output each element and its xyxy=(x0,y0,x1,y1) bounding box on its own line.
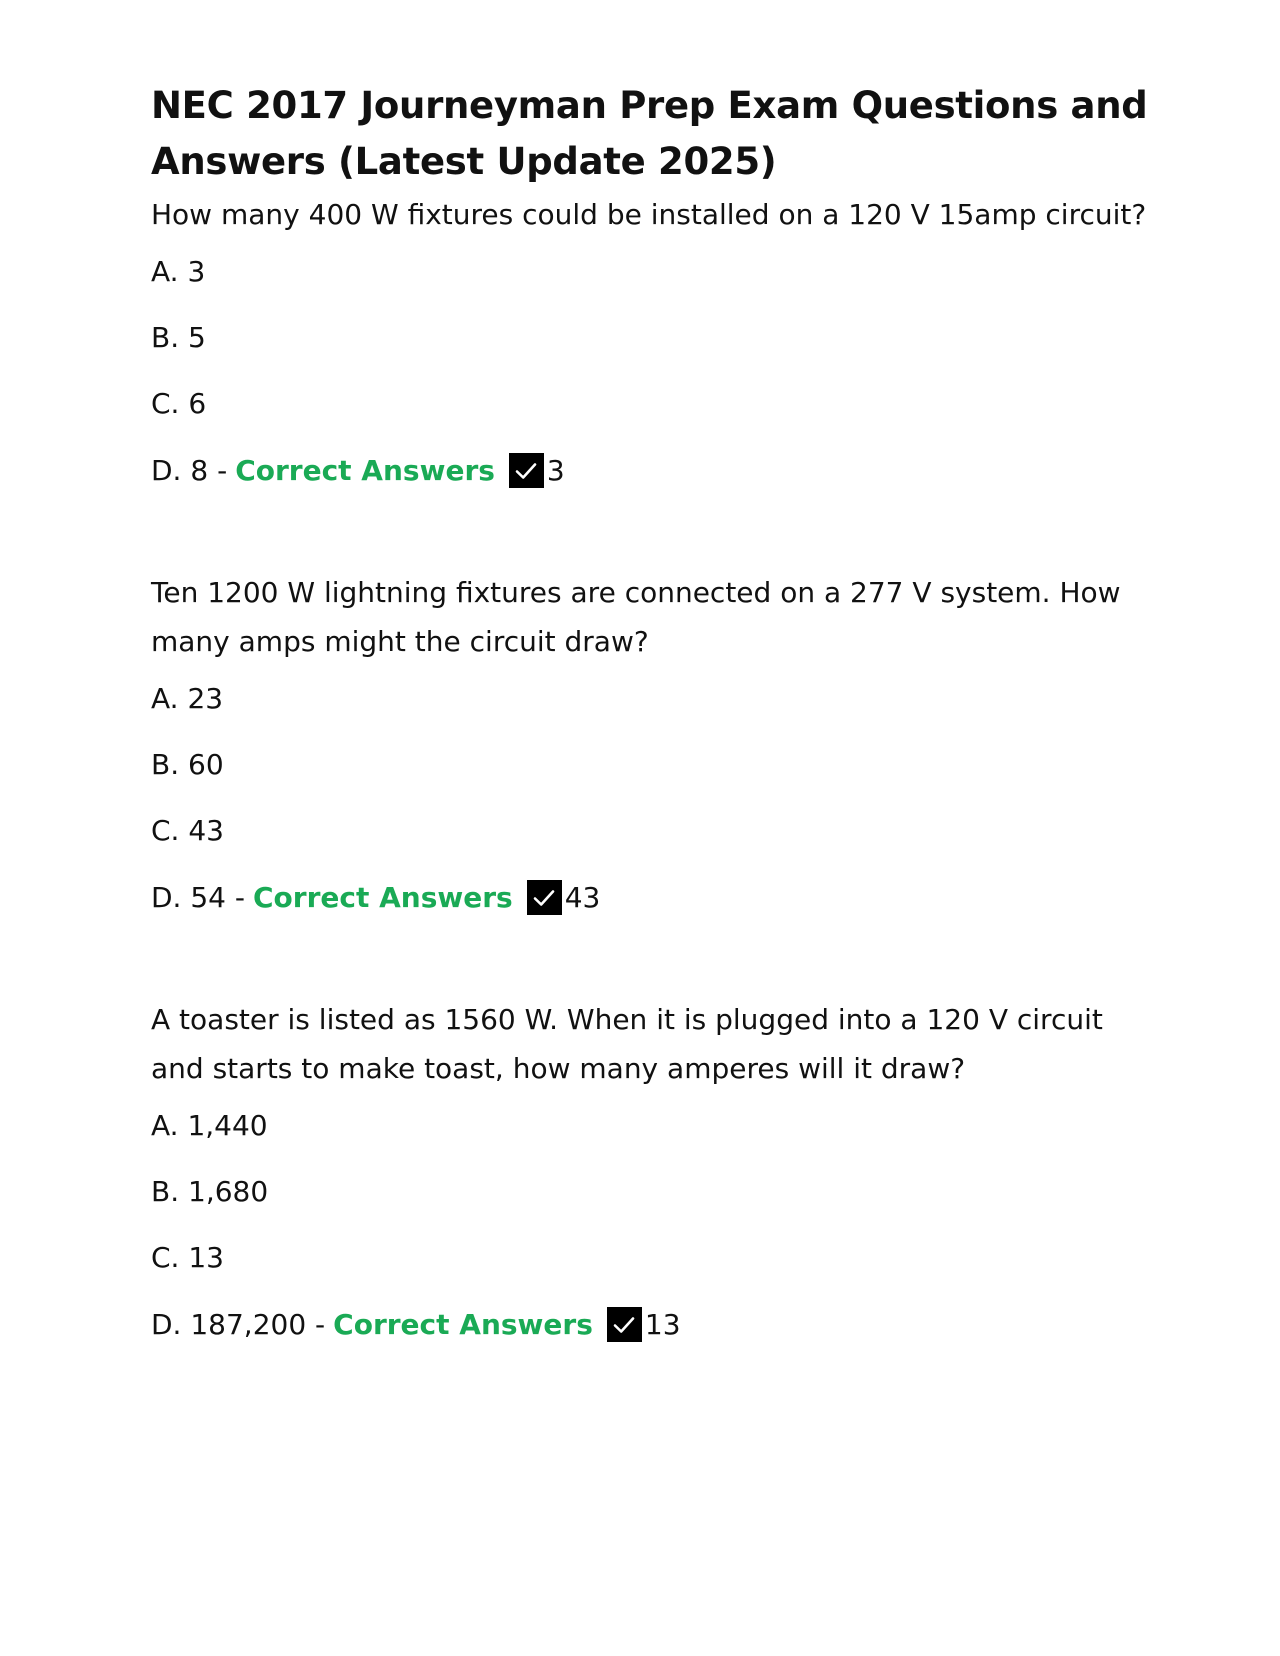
question-text: How many 400 W fixtures could be installed on a 120 V 15amp circuit? xyxy=(151,198,1147,231)
option-c xyxy=(151,1241,1151,1275)
option-d xyxy=(151,453,1151,488)
option-label: A. 23 xyxy=(151,682,224,715)
correct-answers-label: Correct Answers xyxy=(333,1307,593,1341)
correct-answer-value: 13 xyxy=(644,1307,681,1341)
option-label: C. 6 xyxy=(151,387,207,420)
check-mark-icon xyxy=(527,880,562,915)
question-text: A toaster is listed as 1560 W. When it is plugged into a 120 V circuit and starts to make toast, how many amperes will it draw? xyxy=(151,1003,1103,1085)
option-label: B. 60 xyxy=(151,748,224,781)
option-label: D. 8 - xyxy=(151,453,228,487)
option-label: A. 1,440 xyxy=(151,1109,268,1142)
option-label: C. 13 xyxy=(151,1241,224,1274)
check-mark-icon xyxy=(607,1307,642,1342)
check-mark-icon xyxy=(509,453,544,488)
option-d xyxy=(151,880,1151,915)
document-title: NEC 2017 Journeyman Prep Exam Questions and Answers (Latest Update 2025) xyxy=(151,84,1148,183)
correct-answers-label: Correct Answers xyxy=(253,880,513,914)
question-text: Ten 1200 W lightning fixtures are connected on a 277 V system. How many amps might the circuit draw? xyxy=(151,576,1121,658)
option-d xyxy=(151,1307,1151,1342)
option-label: D. 54 - xyxy=(151,880,245,914)
document-page xyxy=(151,78,1151,1342)
option-b xyxy=(151,321,1151,355)
option-c xyxy=(151,814,1151,848)
option-a xyxy=(151,255,1151,289)
option-label: C. 43 xyxy=(151,814,224,847)
option-label: B. 1,680 xyxy=(151,1175,269,1208)
option-b xyxy=(151,1175,1151,1209)
option-c xyxy=(151,387,1151,421)
question-2 xyxy=(151,568,1151,915)
correct-answers-label: Correct Answers xyxy=(235,453,495,487)
option-b xyxy=(151,748,1151,782)
option-a xyxy=(151,682,1151,716)
correct-answer-value: 3 xyxy=(546,453,565,487)
option-label: B. 5 xyxy=(151,321,206,354)
question-1 xyxy=(151,190,1151,488)
option-label: D. 187,200 - xyxy=(151,1307,326,1341)
question-3 xyxy=(151,995,1151,1342)
correct-answer-value: 43 xyxy=(564,880,601,914)
option-a xyxy=(151,1109,1151,1143)
option-label: A. 3 xyxy=(151,255,206,288)
